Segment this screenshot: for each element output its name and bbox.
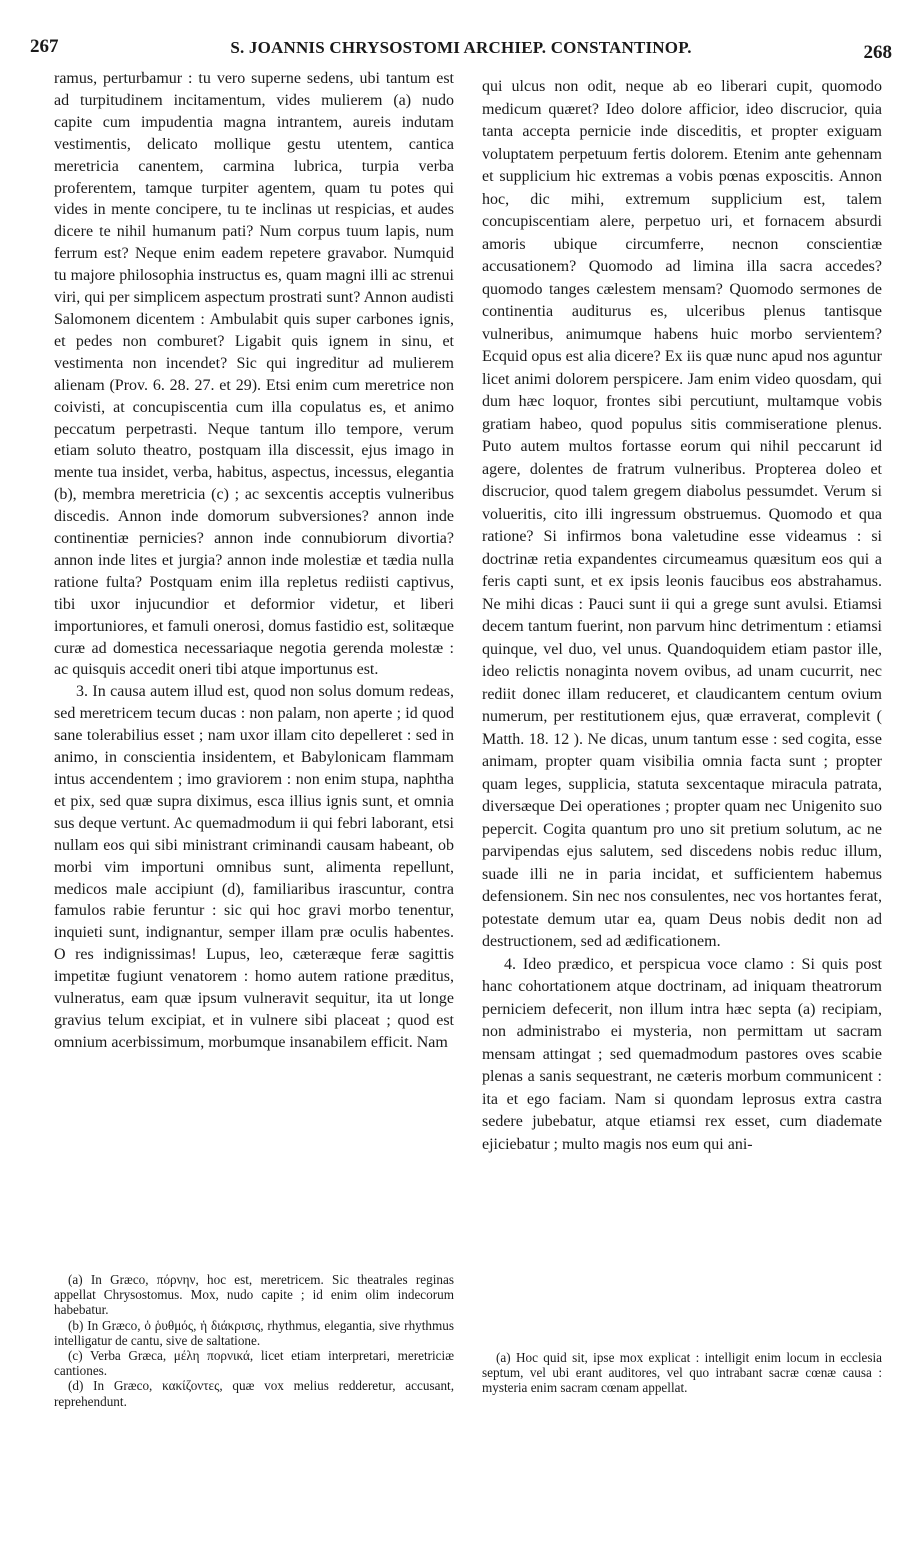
right-paragraph-1: qui ulcus non odit, neque ab eo liberari cupit, quomodo medicum quæret? Ideo dolore afficior, ideo discrucior, quia tanta accepta pernicie inde disceditis, et propter exiguam voluptatem perpetuum fertis dolorem. Etenim ante gehennam et supplicium hic extremas a vobis pœnas exposcitis. Annon hoc, dic mihi, extremum supplicium est, talem concupiscentiam alere, perpetuo uri, et fornacem absurdi amoris ubique circumferre, necnon conscientiæ accusationem? Quomodo ad limina illa sacra accedes? quomodo tanges cælestem mensam? Quomodo sermones de continentia auditurus es, ulceribus plenus tantisque vulneribus, animumque habens huic morbo servientem? Ecquid opus est alia dicere? Ex iis quæ nunc apud nos aguntur licet animi dolorem perspicere. Jam enim video quosdam, qui dum hæc loquor, frontes sibi percutiunt, multamque vobis gratiam habeo, quod populus sitis commiseratione plenus. Puto autem multos fortasse eorum qui nihil peccarunt id agere, dolentes de fratrum vulneribus. Propterea doleo et discrucior, quod talem gregem diabolus pessumdet. Verum si volueritis, cito illi ingressum obstruemus. Quomodo et qua ratione? Si infirmos bona valetudine esse videamus : si doctrinæ retia expandentes circumeamus quæsitum eos qui a feris capti sunt, et ex ipsis leonis faucibus eos abstrahamus. Ne mihi dicas : Pauci sunt ii qui a grege sunt avulsi. Etiamsi decem tantum fuerint, non parvum hinc detrimentum : etiamsi quinque, vel duo, vel unus. Quandoquidem etiam pastor ille, ideo relictis nonaginta novem ovibus, ad unam cucurrit, nec rediit donec illam reduceret, et claudicantem centum ovium numerum, per restitutionem ejus, quæ erraverat, complevit ( Matth. 18. 12 ). Ne dicas, unum tantum esse : sed cogita, esse animam, propter quam visibilia omnia facta sunt ; propter quam leges, supplicia, statuta sexcentaque miracula patrata, diversæque Dei operationes ; propter quam nec Unigenito suo pepercit. Cogita quantum pro uno sit pretium solutum, ac ne parvipendas ejus salutem, sed discedens nobis reduc illum, suade illi ne in paria incidat, et sufficientem habemus defensionem. Sin nec nos consulentes, nec vos hortantes ferat, potestate demum utar ea, quam Deus nobis dedit non ad destructionem, sed ad ædificationem. — [482, 78, 882, 950]
left-footnotes — [54, 1272, 454, 1409]
running-title: S. JOANNIS CHRYSOSTOMI ARCHIEP. CONSTANTINOP. — [230, 38, 692, 57]
page-number-right: 268 — [863, 42, 892, 63]
page-header — [30, 36, 892, 62]
footnote-b: (b) In Græco, ὁ ῥυθμός, ἡ διάκρισις, rhythmus, elegantia, sive rhythmus intelligatur de cantu, sive de saltatione. — [54, 1317, 454, 1348]
right-paragraph-2: 4. Ideo prædico, et perspicua voce clamo : Si quis post hanc cohortationem atque doctrinam, ad iniquam theatrorum perniciem defecerit, non illum intra hæc septa (a) recipiam, non administrabo ei mysteria, non permittam ut sacram mensam attingat ; sed quemadmodum pastores oves scabie plenas a sanis sequestrant, ne cæteris morbum communicent : ita et ego faciam. Nam si quondam leprosus extra castra sedere jubebatur, atque etiamsi rex esset, cum diademate ejiciebatur ; multo magis nos eum qui ani- — [482, 955, 882, 1153]
page-number-left: 267 — [30, 36, 59, 57]
right-footnotes — [482, 1350, 882, 1396]
footnote-d: (d) In Græco, κακίζοντες, quæ vox melius redderetur, accusant, reprehendunt. — [54, 1378, 454, 1409]
footnote-a: (a) In Græco, πόρνην, hoc est, meretricem. Sic theatrales reginas appellat Chrysostomus. Mox, nudo capite ; id enim olim indecorum habebatur. — [54, 1272, 454, 1318]
left-paragraph-2: 3. In causa autem illud est, quod non solus domum redeas, sed meretricem tecum ducas : non palam, non aperte ; id quod sane tolerabilius esset ; nam uxor illam cito depelleret : sed in animo, in conscientia insidentem, et Babylonicam flammam intus accendentem ; imo graviorem : non enim stupa, naphtha et pix, sed quæ supra diximus, esca illius ignis sunt, et omnia sus deque vertunt. Ac quemadmodum ii qui febri laborant, etsi nullam eos qui sibi ministrant criminandi causam habeant, ob morbi vim importuni omnibus sunt, alimenta repellunt, medicos male accipiunt (d), familiaribus irascuntur, contra famulos rabie feruntur : sic qui hoc gravi morbo tenentur, inquieti sunt, indignantur, semper illam præ oculis habentes. O res indignissimas! Lupus, leo, cæteræque feræ sagittis impetitæ fugiunt venatorem : homo autem ratione præditus, vulneratus, eam quæ ipsum vulneravit sequitur, ita ut longe gravius telum excipiat, et in vulnere sibi placeat ; quod est omnium acerbissimum, morbumque insanabilem efficit. Nam — [54, 683, 454, 1051]
left-column — [54, 68, 454, 1054]
left-paragraph-1: ramus, perturbamur : tu vero superne sedens, ubi tantum est ad turpitudinem incitamentum, vides mulierem (a) nudo capite cum impudentia magna intrantem, aureis indutam vestimentis, delicato mollique gestu utentem, cantica meretricia canentem, carmina lubrica, turpia verba proferentem, tamque turpiter agentem, quam tu potes qui vides in mente concipere, tu te inclinas ut respicias, et audes dicere te nihil humanum pati? Num corpus tuum lapis, num ferrum est? Neque enim eadem repetere gravabor. Numquid tu majore philosophia instructus es, quam magni illi ac strenui viri, qui per simplicem aspectum prostrati sunt? Annon audisti Salomonem dicentem : Ambulabit quis super carbones ignis, et pedes non comburet? Ligabit quis ignem in sinu, et vestimenta non incendet? Sic qui ingreditur ad mulierem alienam (Prov. 6. 28. 27. et 29). Etsi enim cum meretrice non coivisti, at concupiscentia cum illa copulatus es, et animo peccatum perpetrasti. Neque tantum illo tempore, verum etiam soluto theatro, postquam illa discessit, ejus imago in mente tua insidet, verba, habitus, aspectus, incessus, elegantia (b), membra meretricia (c) ; ac sexcentis acceptis vulneribus discedis. Annon inde domorum subversiones? annon inde continentiæ pernicies? annon inde connubiorum divortia? annon inde lites et jurgia? annon inde molestiæ et tædia nulla ratione fulta? Postquam enim illa repletus rediisti captivus, tibi uxor injucundior et deformior videtur, et liberi importuniores, et famuli onerosi, domus fastidio est, solitæque curæ ad domestica necessariaque negotia gerenda molestæ : ac quisquis accedit oneri tibi atque importunus est. — [54, 70, 454, 679]
footnote-right-a: (a) Hoc quid sit, ipse mox explicat : intelligit enim locum in ecclesia septum, vel ubi erant auditores, vel quo intrabant sacræ cœnæ causa : mysteria enim sacram cœnam appellat. — [482, 1350, 882, 1396]
right-column — [482, 76, 882, 1156]
footnote-c: (c) Verba Græca, μέλη πορνικά, licet etiam interpretari, meretriciæ cantiones. — [54, 1348, 454, 1379]
